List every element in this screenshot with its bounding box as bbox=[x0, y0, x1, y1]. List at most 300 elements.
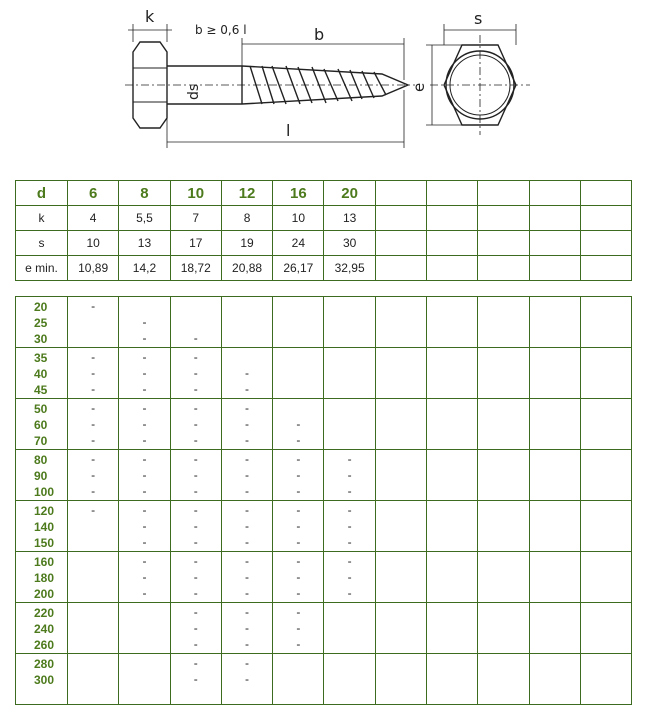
length-value: 120 bbox=[34, 504, 55, 518]
b-label: b bbox=[314, 25, 325, 44]
availability-mark: - bbox=[142, 350, 147, 364]
availability-cell bbox=[478, 552, 529, 603]
availability-mark: - bbox=[296, 519, 301, 533]
length-group-row bbox=[16, 348, 632, 399]
availability-mark bbox=[581, 621, 631, 637]
availability-mark bbox=[478, 350, 528, 366]
availability-cell bbox=[580, 399, 631, 450]
availability-mark bbox=[376, 452, 426, 468]
availability-mark bbox=[530, 452, 580, 468]
availability-cell bbox=[273, 654, 324, 705]
hex-end-view bbox=[430, 35, 530, 135]
availability-cell bbox=[221, 297, 272, 348]
diameter-cell: 8 bbox=[119, 181, 170, 206]
availability-mark bbox=[68, 519, 118, 535]
availability-cell bbox=[68, 297, 119, 348]
availability-mark bbox=[530, 382, 580, 398]
availability-cell bbox=[273, 399, 324, 450]
availability-cell bbox=[478, 654, 529, 705]
availability-mark bbox=[427, 433, 477, 449]
length-label-cell bbox=[16, 552, 68, 603]
availability-mark bbox=[273, 672, 323, 688]
availability-mark bbox=[376, 656, 426, 672]
availability-mark: - bbox=[193, 570, 198, 584]
availability-mark bbox=[376, 350, 426, 366]
availability-cell bbox=[427, 399, 478, 450]
availability-cell bbox=[170, 654, 221, 705]
length-value: 220 bbox=[34, 606, 55, 620]
availability-mark: - bbox=[245, 417, 250, 431]
availability-mark bbox=[530, 299, 580, 315]
length-group-row bbox=[16, 399, 632, 450]
length-value: 180 bbox=[34, 571, 55, 585]
availability-mark bbox=[376, 331, 426, 347]
availability-mark: - bbox=[245, 570, 250, 584]
availability-cell bbox=[273, 552, 324, 603]
availability-mark: - bbox=[142, 433, 147, 447]
availability-mark: - bbox=[296, 554, 301, 568]
diameter-cell bbox=[529, 181, 580, 206]
availability-mark bbox=[273, 331, 323, 347]
availability-mark: - bbox=[142, 586, 147, 600]
k-label: k bbox=[145, 7, 155, 26]
availability-cell bbox=[324, 552, 375, 603]
table-cell: 4 bbox=[68, 206, 119, 231]
availability-mark: - bbox=[296, 586, 301, 600]
availability-mark: - bbox=[296, 452, 301, 466]
length-label-cell bbox=[16, 399, 68, 450]
table-cell bbox=[427, 206, 478, 231]
availability-mark bbox=[324, 315, 374, 331]
availability-mark bbox=[324, 656, 374, 672]
availability-mark: - bbox=[142, 452, 147, 466]
availability-mark bbox=[581, 656, 631, 672]
availability-mark bbox=[478, 656, 528, 672]
availability-mark: - bbox=[193, 656, 198, 670]
availability-cell bbox=[68, 654, 119, 705]
availability-cell bbox=[580, 501, 631, 552]
availability-mark bbox=[427, 672, 477, 688]
availability-mark: - bbox=[245, 366, 250, 380]
length-value: 25 bbox=[34, 316, 48, 330]
availability-mark bbox=[376, 417, 426, 433]
table-cell bbox=[427, 256, 478, 281]
length-value: 30 bbox=[34, 332, 48, 346]
availability-cell bbox=[529, 399, 580, 450]
availability-mark: - bbox=[347, 570, 352, 584]
availability-mark bbox=[427, 401, 477, 417]
length-value: 300 bbox=[34, 673, 55, 687]
availability-cell bbox=[529, 501, 580, 552]
table-cell bbox=[580, 231, 631, 256]
table-cell: 19 bbox=[221, 231, 272, 256]
availability-cell bbox=[375, 654, 426, 705]
availability-mark: - bbox=[296, 468, 301, 482]
availability-mark: - bbox=[245, 382, 250, 396]
availability-mark bbox=[427, 605, 477, 621]
availability-cell bbox=[529, 552, 580, 603]
availability-mark bbox=[376, 433, 426, 449]
availability-cell bbox=[580, 348, 631, 399]
availability-mark bbox=[581, 350, 631, 366]
availability-mark bbox=[68, 554, 118, 570]
availability-cell bbox=[375, 348, 426, 399]
diameter-cell bbox=[478, 181, 529, 206]
availability-mark bbox=[427, 554, 477, 570]
availability-mark bbox=[478, 433, 528, 449]
availability-mark: - bbox=[91, 417, 96, 431]
diameter-cell: 16 bbox=[273, 181, 324, 206]
e-min-row bbox=[16, 256, 632, 281]
table-cell: 26,17 bbox=[273, 256, 324, 281]
availability-mark: - bbox=[296, 417, 301, 431]
availability-mark bbox=[324, 401, 374, 417]
availability-mark bbox=[427, 331, 477, 347]
availability-mark bbox=[119, 672, 169, 688]
s-row bbox=[16, 231, 632, 256]
availability-mark bbox=[222, 331, 272, 347]
length-value: 140 bbox=[34, 520, 55, 534]
table-cell bbox=[375, 231, 426, 256]
availability-cell bbox=[427, 450, 478, 501]
availability-mark: - bbox=[91, 433, 96, 447]
availability-mark bbox=[324, 637, 374, 653]
availability-mark: - bbox=[245, 621, 250, 635]
availability-mark: - bbox=[193, 452, 198, 466]
availability-mark bbox=[427, 637, 477, 653]
length-label-cell bbox=[16, 348, 68, 399]
availability-cell bbox=[324, 450, 375, 501]
availability-mark bbox=[581, 503, 631, 519]
dimension-k bbox=[128, 24, 172, 42]
availability-mark: - bbox=[347, 519, 352, 533]
table-cell: 7 bbox=[170, 206, 221, 231]
availability-mark bbox=[68, 315, 118, 331]
diameter-row bbox=[16, 181, 632, 206]
availability-mark bbox=[581, 672, 631, 688]
availability-cell bbox=[68, 450, 119, 501]
length-group-row bbox=[16, 654, 632, 705]
availability-cell bbox=[478, 297, 529, 348]
availability-cell bbox=[427, 348, 478, 399]
diameter-cell: 10 bbox=[170, 181, 221, 206]
availability-mark: - bbox=[296, 637, 301, 651]
availability-mark bbox=[222, 350, 272, 366]
availability-mark bbox=[478, 554, 528, 570]
diameter-cell bbox=[580, 181, 631, 206]
availability-cell bbox=[119, 603, 170, 654]
availability-cell bbox=[170, 552, 221, 603]
availability-mark: - bbox=[142, 468, 147, 482]
availability-mark bbox=[376, 299, 426, 315]
availability-cell bbox=[427, 603, 478, 654]
availability-cell bbox=[221, 501, 272, 552]
availability-mark bbox=[478, 605, 528, 621]
ds-label: ds bbox=[186, 83, 202, 100]
row-label: s bbox=[16, 231, 68, 256]
availability-mark bbox=[427, 621, 477, 637]
availability-mark: - bbox=[142, 417, 147, 431]
availability-mark: - bbox=[142, 382, 147, 396]
availability-mark bbox=[68, 570, 118, 586]
availability-mark bbox=[68, 637, 118, 653]
availability-mark bbox=[427, 586, 477, 602]
availability-mark: - bbox=[347, 484, 352, 498]
availability-mark: - bbox=[193, 401, 198, 415]
availability-mark bbox=[427, 468, 477, 484]
availability-mark bbox=[324, 621, 374, 637]
availability-cell bbox=[68, 501, 119, 552]
availability-cell bbox=[273, 603, 324, 654]
availability-mark bbox=[427, 535, 477, 551]
availability-mark bbox=[222, 299, 272, 315]
availability-mark bbox=[119, 299, 169, 315]
availability-mark: - bbox=[245, 519, 250, 533]
b-note: b ≥ 0,6 l bbox=[195, 23, 247, 37]
availability-mark bbox=[478, 452, 528, 468]
availability-mark bbox=[478, 586, 528, 602]
k-row bbox=[16, 206, 632, 231]
availability-cell bbox=[273, 348, 324, 399]
availability-mark bbox=[376, 382, 426, 398]
availability-mark: - bbox=[245, 401, 250, 415]
availability-mark: - bbox=[347, 452, 352, 466]
availability-mark bbox=[273, 382, 323, 398]
table-cell bbox=[478, 256, 529, 281]
availability-cell bbox=[580, 450, 631, 501]
availability-mark bbox=[119, 605, 169, 621]
availability-mark bbox=[324, 299, 374, 315]
availability-mark: - bbox=[245, 554, 250, 568]
availability-cell bbox=[324, 654, 375, 705]
availability-mark: - bbox=[193, 417, 198, 431]
availability-mark bbox=[581, 315, 631, 331]
length-value: 160 bbox=[34, 555, 55, 569]
length-group-row bbox=[16, 603, 632, 654]
availability-mark bbox=[273, 401, 323, 417]
availability-mark: - bbox=[245, 656, 250, 670]
availability-mark: - bbox=[193, 519, 198, 533]
availability-mark: - bbox=[347, 554, 352, 568]
length-value: 100 bbox=[34, 485, 55, 499]
availability-mark bbox=[478, 417, 528, 433]
availability-mark: - bbox=[91, 452, 96, 466]
availability-mark bbox=[376, 519, 426, 535]
availability-mark: - bbox=[347, 586, 352, 600]
availability-mark bbox=[427, 315, 477, 331]
table-cell: 10 bbox=[68, 231, 119, 256]
availability-mark bbox=[273, 315, 323, 331]
availability-mark bbox=[68, 605, 118, 621]
availability-cell bbox=[68, 348, 119, 399]
availability-cell bbox=[580, 603, 631, 654]
availability-mark: - bbox=[193, 503, 198, 517]
availability-mark bbox=[530, 366, 580, 382]
availability-mark bbox=[68, 621, 118, 637]
s-label: s bbox=[474, 9, 483, 28]
length-group-row bbox=[16, 297, 632, 348]
availability-mark bbox=[68, 672, 118, 688]
availability-mark bbox=[478, 366, 528, 382]
availability-mark bbox=[324, 417, 374, 433]
availability-mark bbox=[530, 656, 580, 672]
availability-mark bbox=[171, 299, 221, 315]
availability-mark bbox=[119, 656, 169, 672]
availability-mark bbox=[427, 299, 477, 315]
availability-mark: - bbox=[142, 331, 147, 345]
length-value: 240 bbox=[34, 622, 55, 636]
availability-mark: - bbox=[245, 433, 250, 447]
availability-cell bbox=[375, 450, 426, 501]
availability-cell bbox=[478, 501, 529, 552]
table-cell bbox=[375, 206, 426, 231]
availability-cell bbox=[170, 399, 221, 450]
availability-mark bbox=[478, 503, 528, 519]
availability-cell bbox=[221, 450, 272, 501]
availability-mark bbox=[530, 315, 580, 331]
availability-cell bbox=[478, 450, 529, 501]
availability-mark bbox=[376, 315, 426, 331]
availability-cell bbox=[68, 399, 119, 450]
availability-cell bbox=[478, 399, 529, 450]
availability-mark bbox=[427, 519, 477, 535]
availability-mark bbox=[581, 468, 631, 484]
availability-mark: - bbox=[193, 535, 198, 549]
diameter-cell: 6 bbox=[68, 181, 119, 206]
length-label-cell bbox=[16, 654, 68, 705]
e-label: e bbox=[410, 82, 428, 92]
availability-mark bbox=[530, 672, 580, 688]
availability-cell bbox=[324, 603, 375, 654]
availability-mark bbox=[581, 417, 631, 433]
availability-mark bbox=[581, 452, 631, 468]
availability-mark bbox=[581, 554, 631, 570]
table-cell bbox=[580, 256, 631, 281]
availability-mark: - bbox=[296, 535, 301, 549]
availability-mark bbox=[478, 401, 528, 417]
availability-mark: - bbox=[245, 468, 250, 482]
availability-mark bbox=[530, 535, 580, 551]
availability-mark bbox=[376, 554, 426, 570]
availability-cell bbox=[375, 501, 426, 552]
availability-mark bbox=[478, 382, 528, 398]
availability-mark: - bbox=[193, 484, 198, 498]
availability-mark bbox=[530, 621, 580, 637]
table-cell bbox=[478, 231, 529, 256]
length-value: 50 bbox=[34, 402, 48, 416]
availability-mark bbox=[581, 382, 631, 398]
availability-mark bbox=[68, 656, 118, 672]
availability-mark: - bbox=[142, 503, 147, 517]
table-cell: 5,5 bbox=[119, 206, 170, 231]
availability-cell bbox=[580, 297, 631, 348]
availability-mark bbox=[478, 535, 528, 551]
availability-cell bbox=[170, 348, 221, 399]
availability-mark: - bbox=[91, 503, 96, 517]
availability-cell bbox=[324, 501, 375, 552]
table-cell bbox=[529, 231, 580, 256]
availability-mark: - bbox=[193, 554, 198, 568]
availability-mark bbox=[427, 366, 477, 382]
availability-cell bbox=[119, 654, 170, 705]
availability-mark bbox=[530, 637, 580, 653]
availability-mark: - bbox=[91, 401, 96, 415]
availability-mark: - bbox=[296, 621, 301, 635]
availability-mark bbox=[376, 468, 426, 484]
availability-mark: - bbox=[245, 535, 250, 549]
table-cell bbox=[375, 256, 426, 281]
availability-mark bbox=[376, 672, 426, 688]
availability-mark bbox=[68, 535, 118, 551]
availability-mark bbox=[530, 468, 580, 484]
availability-mark bbox=[581, 570, 631, 586]
availability-mark: - bbox=[296, 433, 301, 447]
availability-mark bbox=[581, 605, 631, 621]
availability-mark bbox=[530, 401, 580, 417]
length-value: 260 bbox=[34, 638, 55, 652]
length-value: 80 bbox=[34, 453, 48, 467]
availability-cell bbox=[119, 297, 170, 348]
availability-cell bbox=[324, 297, 375, 348]
length-value: 70 bbox=[34, 434, 48, 448]
length-value: 40 bbox=[34, 367, 48, 381]
availability-mark: - bbox=[193, 586, 198, 600]
table-cell: 17 bbox=[170, 231, 221, 256]
table-cell: 13 bbox=[324, 206, 375, 231]
table-cell bbox=[529, 256, 580, 281]
availability-mark bbox=[530, 484, 580, 500]
l-label: l bbox=[286, 121, 291, 140]
length-value: 150 bbox=[34, 536, 55, 550]
availability-cell bbox=[119, 348, 170, 399]
availability-mark: - bbox=[245, 672, 250, 686]
availability-cell bbox=[529, 603, 580, 654]
availability-mark bbox=[376, 605, 426, 621]
availability-mark bbox=[478, 331, 528, 347]
availability-cell bbox=[221, 552, 272, 603]
availability-mark bbox=[478, 299, 528, 315]
length-table bbox=[15, 296, 632, 705]
row-label: e min. bbox=[16, 256, 68, 281]
availability-mark bbox=[581, 366, 631, 382]
availability-mark bbox=[427, 503, 477, 519]
availability-mark: - bbox=[142, 570, 147, 584]
availability-cell bbox=[273, 501, 324, 552]
table-cell: 30 bbox=[324, 231, 375, 256]
length-group-row bbox=[16, 552, 632, 603]
availability-cell bbox=[580, 654, 631, 705]
length-value: 280 bbox=[34, 657, 55, 671]
availability-cell bbox=[170, 450, 221, 501]
availability-mark: - bbox=[245, 586, 250, 600]
availability-mark bbox=[376, 621, 426, 637]
availability-mark: - bbox=[245, 484, 250, 498]
availability-mark bbox=[376, 503, 426, 519]
availability-mark bbox=[324, 605, 374, 621]
availability-cell bbox=[427, 654, 478, 705]
availability-mark bbox=[581, 401, 631, 417]
availability-mark bbox=[376, 586, 426, 602]
length-value: 20 bbox=[34, 300, 48, 314]
availability-mark bbox=[427, 417, 477, 433]
availability-mark bbox=[581, 586, 631, 602]
availability-mark bbox=[324, 672, 374, 688]
availability-cell bbox=[68, 603, 119, 654]
availability-mark bbox=[478, 519, 528, 535]
availability-cell bbox=[221, 603, 272, 654]
table-cell bbox=[478, 206, 529, 231]
availability-cell bbox=[427, 552, 478, 603]
